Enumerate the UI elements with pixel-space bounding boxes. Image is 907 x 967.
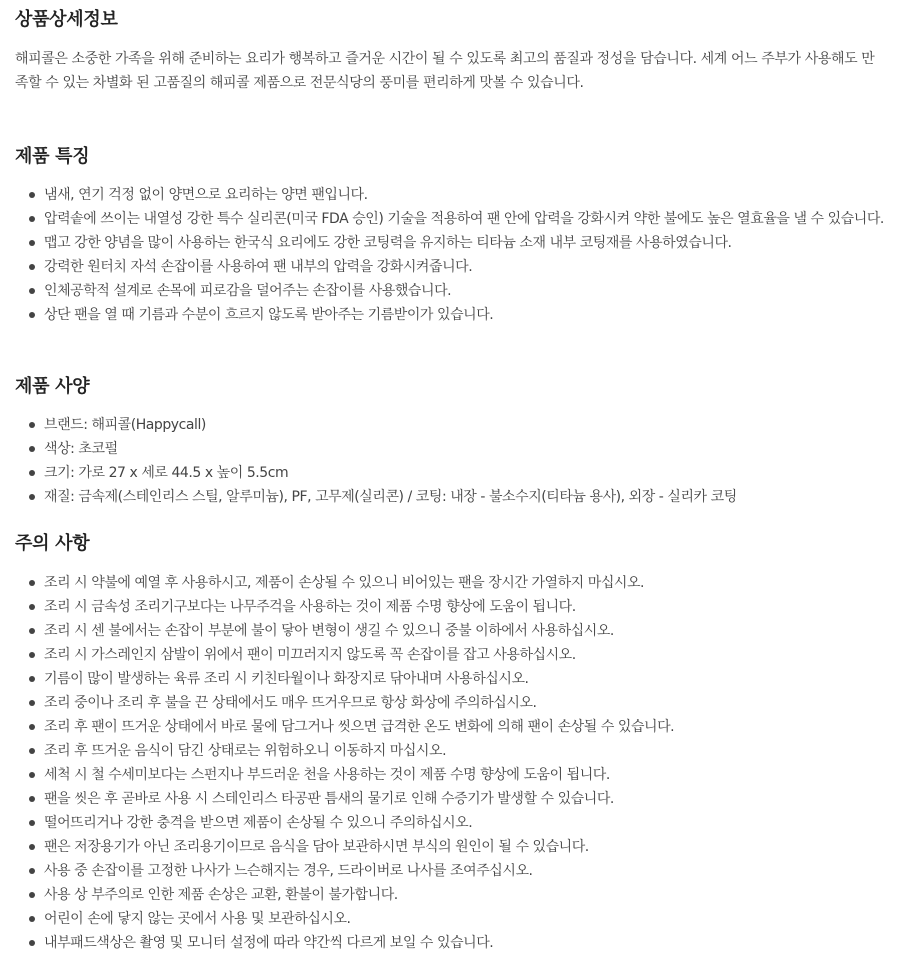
caution-item: 조리 시 약불에 예열 후 사용하시고, 제품이 손상될 수 있으니 비어있는 팬을 장시간 가열하지 마십시오. (44, 571, 887, 595)
caution-item: 조리 중이나 조리 후 불을 끈 상태에서도 매우 뜨거우므로 항상 화상에 주의하십시오. (44, 691, 887, 715)
caution-item: 팬을 씻은 후 곧바로 사용 시 스테인리스 타공판 틈새의 물기로 인해 수증기가 발생할 수 있습니다. (44, 787, 887, 811)
caution-item: 기름이 많이 발생하는 육류 조리 시 키친타월이나 화장지로 닦아내며 사용하십시오. (44, 667, 887, 691)
spec-item: 색상: 초코펄 (44, 437, 887, 461)
caution-item: 사용 상 부주의로 인한 제품 손상은 교환, 환불이 불가합니다. (44, 883, 887, 907)
caution-item: 어린이 손에 닿지 않는 곳에서 사용 및 보관하십시오. (44, 907, 887, 931)
features-title: 제품 특징 (15, 146, 90, 167)
product-detail-title: 상품상세정보 (15, 9, 118, 30)
features-list (15, 183, 887, 327)
caution-item: 사용 중 손잡이를 고정한 나사가 느슨해지는 경우, 드라이버로 나사를 조여주십시오. (44, 859, 887, 883)
spec-item: 브랜드: 해피콜(Happycall) (44, 413, 887, 437)
spec-item: 재질: 금속제(스테인리스 스틸, 알루미늄), PF, 고무제(실리콘) / 코팅: 내장 - 불소수지(티타늄 용사), 외장 - 실리카 코팅 (44, 485, 887, 509)
spec-item: 크기: 가로 27 x 세로 44.5 x 높이 5.5cm (44, 461, 887, 485)
feature-item: 냄새, 연기 걱정 없이 양면으로 요리하는 양면 팬입니다. (44, 183, 887, 207)
caution-item: 세척 시 철 수세미보다는 스펀지나 부드러운 천을 사용하는 것이 제품 수명 향상에 도움이 됩니다. (44, 763, 887, 787)
caution-item: 조리 후 팬이 뜨거운 상태에서 바로 물에 담그거나 씻으면 급격한 온도 변화에 의해 팬이 손상될 수 있습니다. (44, 715, 887, 739)
caution-item: 조리 시 센 불에서는 손잡이 부분에 불이 닿아 변형이 생길 수 있으니 중불 이하에서 사용하십시오. (44, 619, 887, 643)
cautions-list (15, 571, 887, 955)
caution-item: 조리 시 가스레인지 삼발이 위에서 팬이 미끄러지지 않도록 꼭 손잡이를 잡고 사용하십시오. (44, 643, 887, 667)
feature-item: 압력솥에 쓰이는 내열성 강한 특수 실리콘(미국 FDA 승인) 기술을 적용하여 팬 안에 압력을 강화시켜 약한 불에도 높은 열효율을 낼 수 있습니다. (44, 207, 887, 231)
cautions-title: 주의 사항 (15, 533, 90, 554)
caution-item: 떨어뜨리거나 강한 충격을 받으면 제품이 손상될 수 있으니 주의하십시오. (44, 811, 887, 835)
specs-title: 제품 사양 (15, 376, 90, 397)
product-intro-text: 해피콜은 소중한 가족을 위해 준비하는 요리가 행복하고 즐거운 시간이 될 수 있도록 최고의 품질과 정성을 담습니다. 세계 어느 주부가 사용해도 만족할 수 있는 차별화 된 고품질의 해피콜 제품으로 전문식당의 풍미를 편리하게 맛볼 수 있습니다. (15, 51, 875, 91)
specs-list (15, 413, 887, 509)
caution-item: 내부패드색상은 촬영 및 모니터 설정에 따라 약간씩 다르게 보일 수 있습니다. (44, 931, 887, 955)
caution-item: 조리 후 뜨거운 음식이 담긴 상태로는 위험하오니 이동하지 마십시오. (44, 739, 887, 763)
feature-item: 맵고 강한 양념을 많이 사용하는 한국식 요리에도 강한 코팅력을 유지하는 티타늄 소재 내부 코팅재를 사용하였습니다. (44, 231, 887, 255)
feature-item: 상단 팬을 열 때 기름과 수분이 흐르지 않도록 받아주는 기름받이가 있습니다. (44, 303, 887, 327)
caution-item: 팬은 저장용기가 아닌 조리용기이므로 음식을 담아 보관하시면 부식의 원인이 될 수 있습니다. (44, 835, 887, 859)
feature-item: 인체공학적 설계로 손목에 피로감을 덜어주는 손잡이를 사용했습니다. (44, 279, 887, 303)
caution-item: 조리 시 금속성 조리기구보다는 나무주걱을 사용하는 것이 제품 수명 향상에 도움이 됩니다. (44, 595, 887, 619)
feature-item: 강력한 원터치 자석 손잡이를 사용하여 팬 내부의 압력을 강화시켜줍니다. (44, 255, 887, 279)
